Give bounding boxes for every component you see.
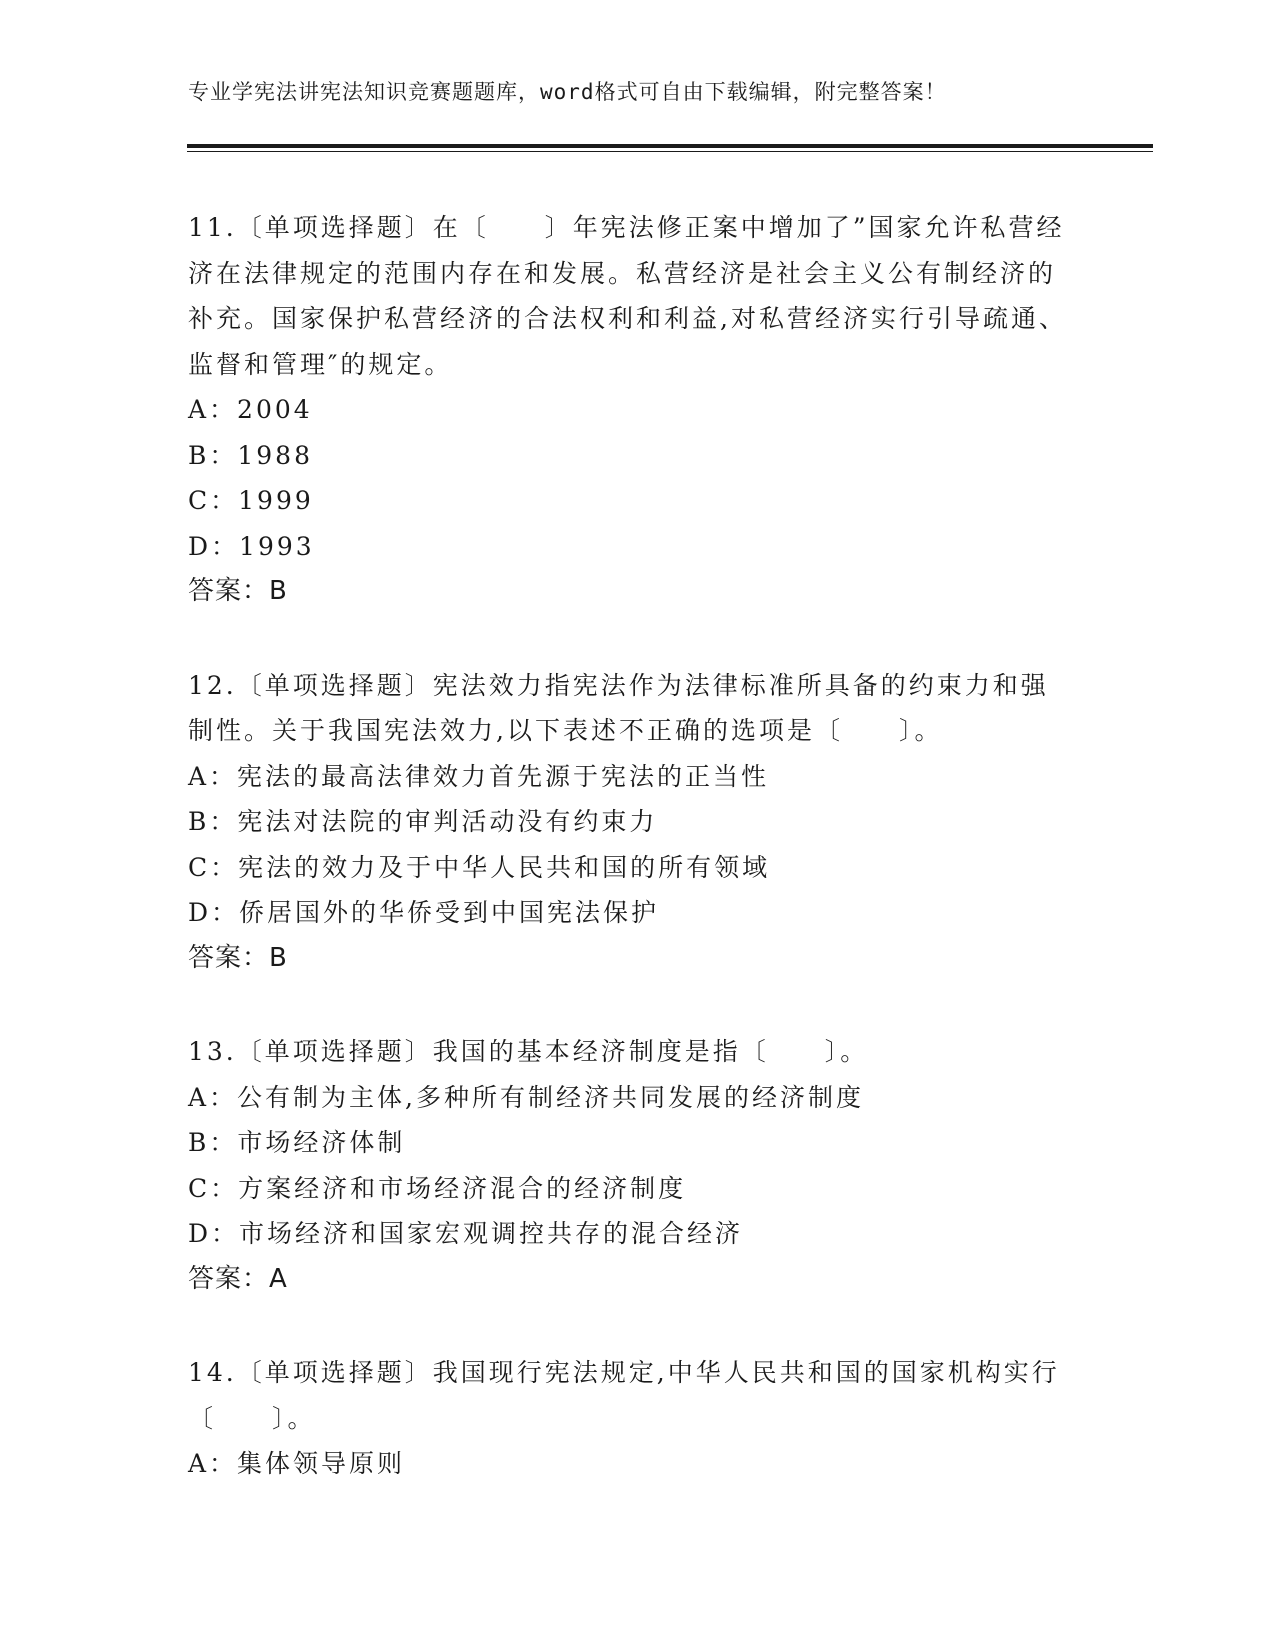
- option-d: D：市场经济和国家宏观调控共存的混合经济: [188, 1219, 744, 1248]
- option-d: D：1993: [188, 531, 315, 561]
- question-14: [188, 1350, 1068, 1487]
- option-a: A：宪法的最高法律效力首先源于宪法的正当性: [188, 761, 770, 791]
- question-13: [188, 1029, 1068, 1302]
- question-list: [188, 205, 1068, 1535]
- question-text: 14.〔单项选择题〕我国现行宪法规定,中华人民共和国的国家机构实行〔 〕。: [188, 1358, 1060, 1433]
- option-a: A：2004: [188, 395, 313, 424]
- answer: 答案：A: [188, 1263, 288, 1294]
- option-c: C：宪法的效力及于中华人民共和国的所有领域: [188, 852, 771, 882]
- answer: 答案：B: [188, 576, 288, 606]
- option-c: C：方案经济和市场经济混合的经济制度: [188, 1173, 687, 1203]
- option-b: B：市场经济体制: [188, 1128, 406, 1157]
- option-a: A：公有制为主体,多种所有制经济共同发展的经济制度: [188, 1082, 865, 1112]
- page-header: 专业学宪法讲宪法知识竞赛题题库，word格式可自由下载编辑，附完整答案！: [188, 80, 947, 104]
- option-b: B：1988: [188, 440, 313, 470]
- option-d: D：侨居国外的华侨受到中国宪法保护: [188, 898, 660, 927]
- option-c: C：1999: [188, 486, 314, 515]
- answer: 答案：B: [188, 942, 288, 973]
- header-rule-thick: [187, 144, 1153, 148]
- question-text: 13.〔单项选择题〕我国的基本经济制度是指〔 〕。: [188, 1037, 869, 1066]
- question-11: [188, 205, 1068, 615]
- option-b: B：宪法对法院的审判活动没有约束力: [188, 807, 658, 836]
- question-text: 11.〔单项选择题〕在〔 〕年宪法修正案中增加了”国家允许私营经济在法律规定的范围内存在和发展。私营经济是社会主义公有制经济的补充。国家保护私营经济的合法权利和利益,对私营经济实行引导疏通、监督和管理″的规定。: [188, 213, 1067, 379]
- option-a: A：集体领导原则: [188, 1449, 406, 1478]
- question-text: 12.〔单项选择题〕宪法效力指宪法作为法律标准所具备的约束力和强制性。关于我国宪法效力,以下表述不正确的选项是〔 〕。: [188, 670, 1049, 745]
- header-rule-thin: [187, 151, 1153, 152]
- question-12: [188, 663, 1068, 982]
